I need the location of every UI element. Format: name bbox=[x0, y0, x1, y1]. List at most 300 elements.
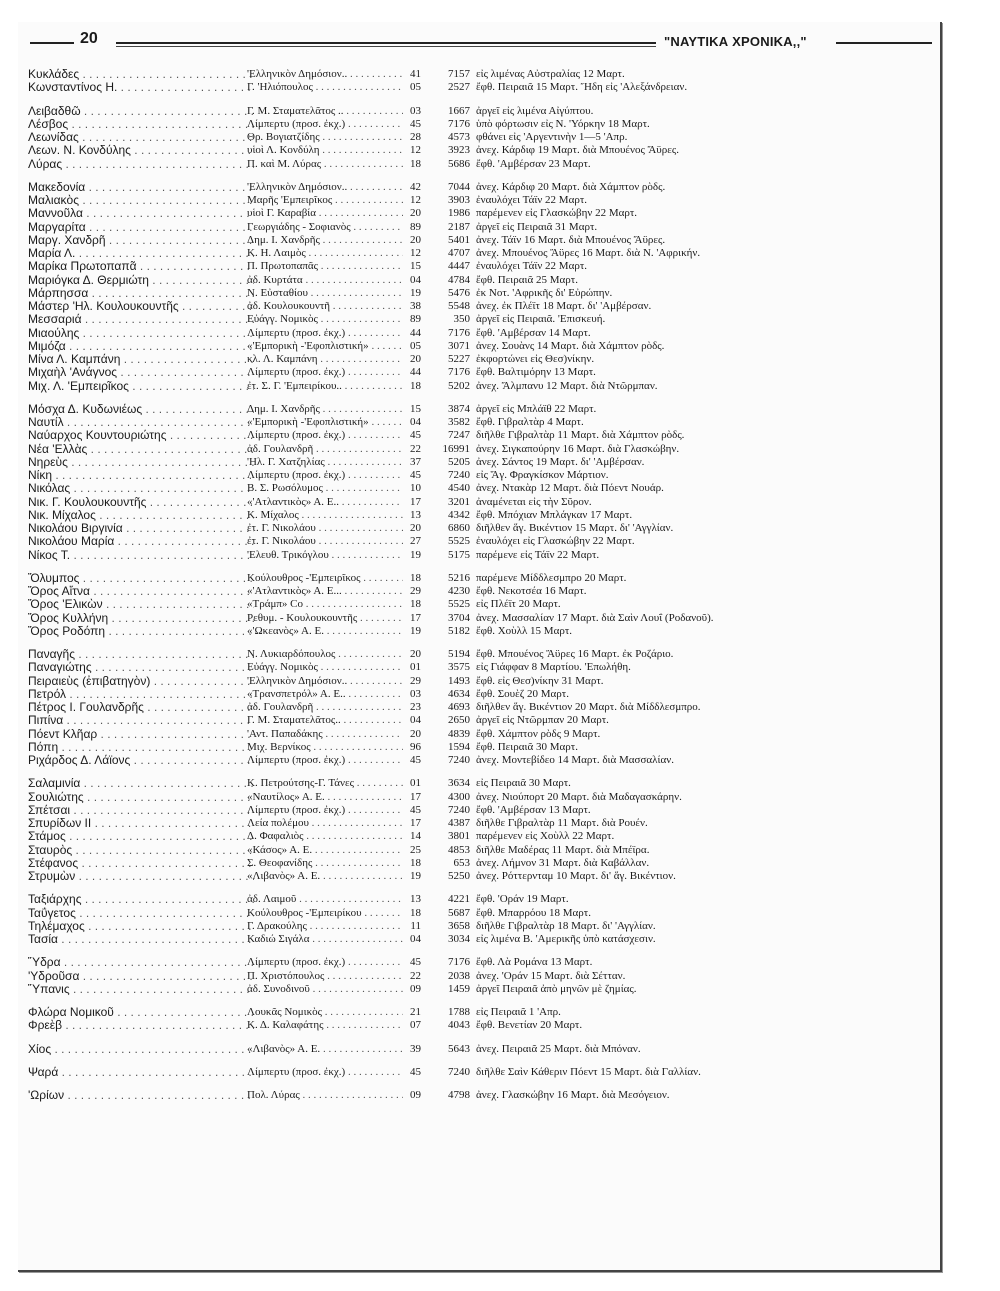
ship-class-code: 12 bbox=[410, 144, 421, 157]
ship-row bbox=[18, 300, 940, 313]
ship-location: διῆλθε Γιβραλτὰρ 11 Μαρτ. διὰ Χάμπτον ρὸδς. bbox=[476, 429, 685, 442]
ship-row bbox=[18, 741, 940, 754]
ship-tonnage: 7240 bbox=[448, 469, 470, 481]
ship-class-code: 13 bbox=[410, 508, 421, 521]
ship-location: ἀνεχ. Λήμνον 31 Μαρτ. διὰ Καβάλλαν. bbox=[476, 856, 650, 869]
ship-name: Νίκη . . . bbox=[28, 469, 254, 482]
ship-class-code: 41 bbox=[410, 68, 421, 80]
ship-class-code: 45 bbox=[410, 956, 421, 969]
ship-owner: κλ. Λ. Καμπάνη . . . bbox=[247, 353, 403, 366]
ship-class-code: 19 bbox=[410, 870, 421, 882]
ship-name: Ταξιάρχης . . . bbox=[28, 893, 254, 906]
ship-tonnage: 5227 bbox=[448, 353, 470, 365]
ship-row bbox=[18, 181, 940, 194]
ship-name: Πόεντ Κλῆαρ . . . bbox=[28, 728, 254, 741]
ship-name: Σαλαμινία . . . bbox=[28, 777, 254, 790]
ship-row bbox=[18, 380, 940, 393]
ship-name: Ὄρος Ροδόπη . . . bbox=[28, 625, 254, 638]
ship-owner: Λίμπερτυ (προσ. ἐκχ.) . . . bbox=[247, 366, 403, 379]
ship-name: Νικολάου Βιργινία . . . bbox=[28, 522, 254, 535]
ship-group bbox=[18, 1006, 940, 1033]
ship-row bbox=[18, 844, 940, 857]
ship-class-code: 45 bbox=[410, 1065, 421, 1078]
ship-class-code: 29 bbox=[410, 585, 421, 597]
ship-owner: Ν. Λυκιαρδόπουλος . . . bbox=[247, 648, 403, 661]
ship-location: ἔφθ. 'Αμβέρσαν 23 Μαρτ. bbox=[476, 157, 591, 170]
ship-class-code: 29 bbox=[410, 674, 421, 687]
ship-row bbox=[18, 274, 940, 287]
ship-location: ἀνεχ. Ἄλμπανυ 12 Μαρτ. διὰ Ντῶρμπαν. bbox=[476, 379, 658, 392]
ship-row bbox=[18, 535, 940, 548]
ship-name: Πειραιεὺς (ἐπιβατηγὸν) . . . bbox=[28, 675, 254, 688]
ship-owner: 'Ελληνικὸν Δημόσιον.. . . . bbox=[247, 181, 403, 194]
ship-row bbox=[18, 920, 940, 933]
ship-owner: ἐτ. Γ. Νικολάου . . . bbox=[247, 535, 403, 548]
ship-name: Τηλέμαχος . . . bbox=[28, 920, 254, 933]
ship-owner: Δημ. Ι. Χανδρῆς . . . bbox=[247, 234, 403, 247]
ship-tonnage: 5182 bbox=[448, 624, 470, 637]
ship-location: ἀνεχ. Μασσαλίαν 17 Μαρτ. διὰ Σαὶν Λουΐ (Ροδανοῦ). bbox=[476, 611, 714, 624]
ship-location: ὑπὸ φόρτωσιν εἰς Ν. 'Υόρκην 18 Μαρτ. bbox=[476, 117, 650, 130]
ship-row bbox=[18, 456, 940, 469]
ship-row bbox=[18, 443, 940, 456]
ship-name: Ὕδρα . . . bbox=[28, 956, 254, 969]
ship-row bbox=[18, 482, 940, 495]
ship-tonnage: 4573 bbox=[448, 131, 470, 143]
ship-group bbox=[18, 777, 940, 883]
ship-owner: «Λιβανὸς» Α. Ε. . . . bbox=[247, 870, 403, 883]
ship-location: διῆλθε Γιβραλτὰρ 18 Μαρτ. δι' 'Αγγλίαν. bbox=[476, 919, 656, 932]
ship-class-code: 09 bbox=[410, 1089, 421, 1101]
ship-tonnage: 5686 bbox=[448, 157, 470, 170]
ship-name: Σταυρὸς . . . bbox=[28, 844, 254, 857]
ship-group bbox=[18, 1089, 940, 1102]
ship-class-code: 20 bbox=[410, 353, 421, 365]
ship-tonnage: 4798 bbox=[448, 1089, 470, 1101]
ship-tonnage: 1986 bbox=[448, 207, 470, 220]
ship-tonnage: 7176 bbox=[448, 117, 470, 130]
ship-name: Λεωνίδας . . . bbox=[28, 131, 254, 144]
ship-location: ἀνεχ. Μοντεβίδεο 14 Μαρτ. διὰ Μασσαλίαν. bbox=[476, 754, 674, 766]
ship-location: ἔφθ. Πειραιᾶ 25 Μαρτ. bbox=[476, 273, 578, 286]
ship-name: Ταΰγετος . . . bbox=[28, 907, 254, 920]
ship-name: Ὄλυμπος . . . bbox=[28, 572, 254, 585]
ship-location: ἔφθ. Βενετίαν 20 Μαρτ. bbox=[476, 1019, 583, 1032]
ship-group bbox=[18, 105, 940, 171]
ship-owner: Κούλουθρος -'Εμπειρῖκος . . . bbox=[247, 572, 403, 585]
ship-tonnage: 3903 bbox=[448, 194, 470, 206]
ship-name: 'Ωρίων . . . bbox=[28, 1089, 254, 1102]
ship-row bbox=[18, 625, 940, 638]
ship-tonnage: 1594 bbox=[448, 740, 470, 753]
ship-name: Ναύαρχος Κουντουριώτης . . . bbox=[28, 429, 254, 442]
ship-tonnage: 3582 bbox=[448, 416, 470, 428]
ship-class-code: 18 bbox=[410, 856, 421, 869]
ship-owner: Λίμπερτυ (προσ. ἐκχ.) . . . bbox=[247, 327, 403, 340]
ship-class-code: 44 bbox=[410, 366, 421, 379]
ship-class-code: 25 bbox=[410, 843, 421, 856]
ship-name: Μάστερ 'Ηλ. Κουλουκουντῆς . . . bbox=[28, 300, 254, 313]
ship-owner: Κ. Μίχαλος . . . bbox=[247, 509, 403, 522]
ship-class-code: 20 bbox=[410, 522, 421, 534]
ship-tonnage: 7240 bbox=[448, 754, 470, 766]
ship-name: Νίκος Τ. . . . bbox=[28, 549, 254, 562]
ship-row bbox=[18, 469, 940, 482]
ship-location: ἔφθ. Πειραιᾶ 15 Μαρτ. Ἤδη εἰς 'Αλεξάνδρειαν. bbox=[476, 81, 688, 94]
ship-name: Νικολάου Μαρία . . . bbox=[28, 535, 254, 548]
ship-row bbox=[18, 970, 940, 983]
ship-row bbox=[18, 688, 940, 701]
ship-row bbox=[18, 496, 940, 509]
ship-class-code: 05 bbox=[410, 81, 421, 94]
ship-owner: 'Ελληνικὸν Δημόσιον.. . . . bbox=[247, 675, 403, 688]
ship-name: Μαργαρίτα . . . bbox=[28, 221, 254, 234]
ship-row bbox=[18, 857, 940, 870]
ship-class-code: 39 bbox=[410, 1042, 421, 1055]
ship-row bbox=[18, 661, 940, 674]
ship-location: ἀνεχ. ἐκ Πλέϊτ 18 Μαρτ. δι' 'Αμβέρσαν. bbox=[476, 300, 652, 312]
ship-owner: ἀδ. Συνοδινοῦ . . . bbox=[247, 983, 403, 996]
ship-name: Μίνα Λ. Καμπάνη . . . bbox=[28, 353, 254, 366]
ship-name: Ὄρος Κυλλήνη . . . bbox=[28, 612, 254, 625]
ship-class-code: 44 bbox=[410, 326, 421, 339]
ship-row bbox=[18, 353, 940, 366]
ship-tonnage: 16991 bbox=[442, 442, 470, 455]
ship-tonnage: 2650 bbox=[448, 714, 470, 727]
ship-owner: 'Ελληνικὸν Δημόσιον.. . . . bbox=[247, 68, 403, 81]
ship-class-code: 05 bbox=[410, 339, 421, 352]
ship-name: Μαργ. Χανδρῆ . . . bbox=[28, 234, 254, 247]
ship-owner: Κ. Η. Λαιμὸς . . . bbox=[247, 247, 403, 260]
ship-owner: Μαρῆς 'Εμπειρῖκος . . . bbox=[247, 194, 403, 207]
ship-tonnage: 7157 bbox=[448, 68, 470, 80]
ship-row bbox=[18, 118, 940, 131]
ship-owner: Μιχ. Βερνίκος . . . bbox=[247, 741, 403, 754]
ship-owner: Γεωργιάδης - Σοφιανὸς . . . bbox=[247, 221, 403, 234]
ship-row bbox=[18, 287, 940, 300]
ship-class-code: 18 bbox=[410, 157, 421, 170]
ship-row bbox=[18, 804, 940, 817]
ship-location: διῆλθε Γιβραλτὰρ 11 Μαρτ. διὰ Ρουέν. bbox=[476, 817, 648, 829]
ship-row bbox=[18, 194, 940, 207]
ship-class-code: 17 bbox=[410, 611, 421, 624]
ship-name: Μαρίκα Πρωτοπαπᾶ . . . bbox=[28, 260, 254, 273]
ship-location: ἔφθ. Λὰ Ρομάνα 13 Μαρτ. bbox=[476, 956, 593, 969]
ship-tonnage: 4784 bbox=[448, 273, 470, 286]
ship-name: Ναυτίλ . . . bbox=[28, 416, 254, 429]
ship-class-code: 20 bbox=[410, 233, 421, 246]
ship-tonnage: 5205 bbox=[448, 455, 470, 468]
ship-location: εἰς Ἅγ. Φραγκίσκον Μάρτιον. bbox=[476, 469, 609, 481]
ship-location: ἔφθ. 'Αμβέρσαν 14 Μαρτ. bbox=[476, 326, 591, 339]
ship-owner: «'Εμπορικὴ -'Εφοπλιστική» . . . bbox=[247, 416, 403, 429]
ship-location: ἐναυλόχει Τάϊν 22 Μαρτ. bbox=[476, 260, 588, 273]
ship-row bbox=[18, 612, 940, 625]
ship-owner: «'Ωκεανὸς» Α. Ε. . . . bbox=[247, 625, 403, 638]
ship-name: Μιχαὴλ 'Ανάγνος . . . bbox=[28, 366, 254, 379]
ship-name: Πόπη . . . bbox=[28, 741, 254, 754]
ship-location: εἰς Γιάφφαν 8 Μαρτίου. 'Επωλήθη. bbox=[476, 661, 631, 674]
ship-name: 'Υδροῦσα . . . bbox=[28, 970, 254, 983]
ship-location: ἔφθ. Μπόχιαν Μπλάγκαν 17 Μαρτ. bbox=[476, 508, 633, 521]
ship-tonnage: 5401 bbox=[448, 233, 470, 246]
ship-location: ἔφθ. Χάμπτον ρὸδς 9 Μαρτ. bbox=[476, 727, 601, 740]
ship-location: ἀνεχ. Μπουένος Ἄϋρες 16 Μαρτ. διὰ Ν. 'Αφρικήν. bbox=[476, 247, 701, 259]
ship-row bbox=[18, 260, 940, 273]
ship-owner: Β. Σ. Ρωσόλυμος . . . bbox=[247, 482, 403, 495]
ship-owner: Γ. 'Ηλιόπουλος . . . bbox=[247, 81, 403, 94]
ship-name: Νικ. Γ. Κουλουκουντῆς . . . bbox=[28, 496, 254, 509]
ship-row bbox=[18, 907, 940, 920]
header-rule-middle bbox=[116, 42, 656, 44]
ship-tonnage: 2038 bbox=[448, 969, 470, 982]
ship-class-code: 42 bbox=[410, 180, 421, 193]
ship-tonnage: 3575 bbox=[448, 661, 470, 674]
ship-row bbox=[18, 1089, 940, 1102]
ship-tonnage: 3201 bbox=[448, 495, 470, 508]
ship-class-code: 04 bbox=[410, 273, 421, 286]
ship-row bbox=[18, 327, 940, 340]
ship-class-code: 45 bbox=[410, 803, 421, 816]
ship-owner: Γ. Δρακούλης . . . bbox=[247, 920, 403, 933]
ship-tonnage: 1788 bbox=[448, 1006, 470, 1018]
ship-owner: «'Ατλαντικὸς» Α. Ε.. . . . bbox=[247, 496, 403, 509]
ship-class-code: 11 bbox=[410, 919, 421, 932]
ship-location: ἐκ Νοτ. 'Αφρικῆς δι' Εὐρώπην. bbox=[476, 286, 613, 299]
ship-owner: ἐτ. Γ. Νικολάου . . . bbox=[247, 522, 403, 535]
ship-group bbox=[18, 893, 940, 946]
ship-row bbox=[18, 648, 940, 661]
ship-location: ἀνεχ. Γλασκώβην 16 Μαρτ. διὰ Μεσόγειον. bbox=[476, 1089, 670, 1101]
ship-group bbox=[18, 1066, 940, 1079]
ship-name: Παναγιώτης . . . bbox=[28, 661, 254, 674]
ship-location: ἀνεχ. Σάντος 19 Μαρτ. δι' 'Αμβέρσαν. bbox=[476, 455, 645, 468]
ship-tonnage: 3874 bbox=[448, 402, 470, 415]
ship-tonnage: 4540 bbox=[448, 482, 470, 495]
ship-name: Μάρπησσα . . . bbox=[28, 287, 254, 300]
ship-name: Κωνσταντίνος Η. . . . bbox=[28, 81, 254, 94]
ship-row bbox=[18, 893, 940, 906]
ship-class-code: 20 bbox=[410, 727, 421, 740]
ship-name: Νέα 'Ελλὰς . . . bbox=[28, 443, 254, 456]
ship-class-code: 18 bbox=[410, 571, 421, 584]
ship-tonnage: 3658 bbox=[448, 919, 470, 932]
ship-class-code: 09 bbox=[410, 982, 421, 995]
ship-location: παρέμενε εἰς Τάϊν 22 Μαρτ. bbox=[476, 548, 600, 561]
ship-owner: Εὐάγγ. Νομικὸς . . . bbox=[247, 313, 403, 326]
ship-name: Πετρόλ . . . bbox=[28, 688, 254, 701]
ship-owner: «Ναυτίλος» Α. Ε. . . . bbox=[247, 791, 403, 804]
ship-tonnage: 4447 bbox=[448, 260, 470, 273]
ship-class-code: 17 bbox=[410, 790, 421, 803]
ship-name: Στέφανος . . . bbox=[28, 857, 254, 870]
ship-row bbox=[18, 1006, 940, 1019]
ship-location: ἀναμένεται εἰς τὴν Σῦρον. bbox=[476, 495, 592, 508]
ship-class-code: 18 bbox=[410, 598, 421, 611]
ship-owner: Λεία πολέμου . . . bbox=[247, 817, 403, 830]
ship-row bbox=[18, 158, 940, 171]
ship-owner: «'Ατλαντικὸς» Α. Ε... . . . bbox=[247, 585, 403, 598]
ship-row bbox=[18, 830, 940, 843]
ship-location: ἔφθ. Μπουένος Ἄϋρες 16 Μαρτ. ἐκ Ροζάριο. bbox=[476, 648, 674, 660]
ship-name: Νικόλας . . . bbox=[28, 482, 254, 495]
header-rule-right bbox=[836, 42, 932, 44]
ship-tonnage: 3071 bbox=[448, 339, 470, 352]
ship-name: Τασία . . . bbox=[28, 933, 254, 946]
ship-location: διῆλθεν ἅγ. Βικέντιον 15 Μαρτ. δι' 'Αγγλίαν. bbox=[476, 522, 674, 534]
ship-name: Μαρία Λ. . . . bbox=[28, 247, 254, 260]
journal-title: "ΝΑΥΤΙΚΑ ΧΡΟΝΙΚΑ,," bbox=[664, 34, 807, 49]
ship-row bbox=[18, 714, 940, 727]
ship-location: εἰς λιμένα Β. 'Αμερικῆς ὑπὸ κατάσχεσιν. bbox=[476, 933, 656, 945]
ship-class-code: 04 bbox=[410, 933, 421, 945]
ship-name: Ὕπανις . . . bbox=[28, 983, 254, 996]
ship-class-code: 23 bbox=[410, 701, 421, 713]
ship-name: Νικ. Μίχαλος . . . bbox=[28, 509, 254, 522]
ship-location: ἀργεῖ Πειραιᾶ ἀπὸ μηνῶν μὲ ζημίας. bbox=[476, 982, 637, 995]
ship-name: Σουλιώτης . . . bbox=[28, 791, 254, 804]
ship-row bbox=[18, 933, 940, 946]
page-number: 20 bbox=[80, 30, 98, 47]
ship-owner: ἀδ. Κυρτάτα . . . bbox=[247, 274, 403, 287]
ship-owner: 'Αντ. Παπαδάκης . . . bbox=[247, 728, 403, 741]
ship-name: Σπυρίδων ΙΙ . . . bbox=[28, 817, 254, 830]
ship-class-code: 21 bbox=[410, 1006, 421, 1018]
ship-row bbox=[18, 1043, 940, 1056]
ship-name: Νηρεὺς . . . bbox=[28, 456, 254, 469]
ship-class-code: 18 bbox=[410, 379, 421, 392]
ship-owner: Λίμπερτυ (προσ. ἐκχ.) . . . bbox=[247, 469, 403, 482]
ship-group bbox=[18, 956, 940, 996]
ship-location: ἀνεχ. Τάϊν 16 Μαρτ. διὰ Μπουένος Ἄϋρες. bbox=[476, 233, 666, 246]
ship-name: Μαλιακὸς . . . bbox=[28, 194, 254, 207]
ship-row bbox=[18, 728, 940, 741]
ship-class-code: 07 bbox=[410, 1019, 421, 1032]
ship-group bbox=[18, 181, 940, 393]
ship-class-code: 18 bbox=[410, 906, 421, 919]
ship-owner: Καδιώ Σιγάλα . . . bbox=[247, 933, 403, 946]
ship-location: ἀνεχ. 'Οράν 15 Μαρτ. διὰ Σέτταν. bbox=[476, 969, 626, 982]
ship-location: ἀνεχ. Σουὰνς 14 Μαρτ. διὰ Χάμπτον ρὸδς. bbox=[476, 339, 665, 352]
ship-tonnage: 1459 bbox=[448, 982, 470, 995]
ship-row bbox=[18, 429, 940, 442]
ship-tonnage: 350 bbox=[453, 313, 470, 326]
ship-class-code: 12 bbox=[410, 247, 421, 259]
ship-location: ἐναυλόχει Τάϊν 22 Μαρτ. bbox=[476, 194, 588, 206]
ship-owner: Πολ. Λύρας . . . bbox=[247, 1089, 403, 1102]
ship-tonnage: 4387 bbox=[448, 817, 470, 829]
ship-class-code: 04 bbox=[410, 416, 421, 428]
ship-name: Στάμος . . . bbox=[28, 830, 254, 843]
ship-tonnage: 4634 bbox=[448, 687, 470, 700]
ship-row bbox=[18, 1019, 940, 1032]
ship-location: ἀργεῖ εἰς Πειραιᾶ 31 Μαρτ. bbox=[476, 220, 598, 233]
ship-tonnage: 4043 bbox=[448, 1019, 470, 1032]
ship-name: Ριχάρδος Δ. Λάϊονς . . . bbox=[28, 754, 254, 767]
ship-tonnage: 4230 bbox=[448, 585, 470, 597]
ship-location: ἔφθ. Μπαρρόου 18 Μαρτ. bbox=[476, 906, 591, 919]
ship-row bbox=[18, 777, 940, 790]
ship-class-code: 38 bbox=[410, 300, 421, 312]
ship-location: ἀνεχ. Κάρδιφ 20 Μαρτ. διὰ Χάμπτον ρὸδς. bbox=[476, 180, 666, 193]
ship-name: Πέτρος Ι. Γουλανδρῆς . . . bbox=[28, 701, 254, 714]
ship-tonnage: 5194 bbox=[448, 648, 470, 660]
ship-location: ἀνεχ. Νιούπορτ 20 Μαρτ. διὰ Μαδαγασκάρην. bbox=[476, 790, 682, 803]
ship-class-code: 10 bbox=[410, 482, 421, 495]
ship-owner: υἱοὶ Γ. Καραβία . . . bbox=[247, 207, 403, 220]
ship-group bbox=[18, 68, 940, 95]
ship-class-code: 14 bbox=[410, 830, 421, 843]
ship-owner: Λουκᾶς Νομικὸς . . . bbox=[247, 1006, 403, 1019]
ship-owner: Γ. Μ. Σταματελᾶτος .. . . . bbox=[247, 105, 403, 118]
ship-class-code: 96 bbox=[410, 740, 421, 753]
ship-tonnage: 2527 bbox=[448, 81, 470, 94]
ship-name: Κυκλάδες . . . bbox=[28, 68, 254, 81]
ship-location: ἀνεχ. Ρόττερνταμ 10 Μαρτ. δι' ἅγ. Βικέντιον. bbox=[476, 870, 676, 882]
ship-row bbox=[18, 675, 940, 688]
ship-tonnage: 4342 bbox=[448, 508, 470, 521]
ship-owner: Λίμπερτυ (προσ. ἐκχ.) . . . bbox=[247, 754, 403, 767]
ship-location: ἔφθ. Βαλτιμόρην 13 Μαρτ. bbox=[476, 366, 596, 379]
page-header bbox=[18, 22, 940, 62]
ship-tonnage: 4300 bbox=[448, 790, 470, 803]
ship-tonnage: 5216 bbox=[448, 571, 470, 584]
ship-tonnage: 1667 bbox=[448, 104, 470, 117]
ship-owner: ἀδ. Γουλανδρῆ . . . bbox=[247, 701, 403, 714]
ship-row bbox=[18, 549, 940, 562]
ship-class-code: 22 bbox=[410, 969, 421, 982]
ship-row bbox=[18, 416, 940, 429]
ship-class-code: 03 bbox=[410, 687, 421, 700]
ship-row bbox=[18, 366, 940, 379]
ship-name: Φλώρα Νομικοῦ . . . bbox=[28, 1006, 254, 1019]
ship-name: Σπέτσαι . . . bbox=[28, 804, 254, 817]
ship-name: Μαννοῦλα . . . bbox=[28, 207, 254, 220]
ship-location: ἔφθ. 'Οράν 19 Μαρτ. bbox=[476, 893, 569, 906]
ship-name: Παναγῆς . . . bbox=[28, 648, 254, 661]
ship-location: ἀνεχ. Ντακὰρ 12 Μαρτ. διὰ Πόεντ Νουάρ. bbox=[476, 482, 664, 495]
ship-location: εἰς λιμένας Αὐστραλίας 12 Μαρτ. bbox=[476, 68, 625, 80]
ship-tonnage: 7247 bbox=[448, 429, 470, 442]
ship-tonnage: 7176 bbox=[448, 366, 470, 379]
ship-tonnage: 5525 bbox=[448, 598, 470, 611]
ship-location: ἀνεχ. Σιγκαπούρην 16 Μαρτ. διὰ Γλασκώβην. bbox=[476, 442, 680, 455]
ship-owner: Κούλουθρος -'Εμπειρίκου . . . bbox=[247, 907, 403, 920]
ship-row bbox=[18, 221, 940, 234]
ship-location: παρέμενεν εἰς Χοὺλλ 22 Μαρτ. bbox=[476, 830, 615, 843]
ship-tonnage: 5202 bbox=[448, 379, 470, 392]
ship-owner: Λίμπερτυ (προσ. ἐκχ.) . . . bbox=[247, 118, 403, 131]
ship-class-code: 03 bbox=[410, 104, 421, 117]
ship-row bbox=[18, 522, 940, 535]
ship-class-code: 45 bbox=[410, 754, 421, 766]
ship-class-code: 01 bbox=[410, 661, 421, 674]
ship-listing bbox=[18, 68, 940, 1112]
ship-tonnage: 4693 bbox=[448, 701, 470, 713]
ship-row bbox=[18, 817, 940, 830]
ship-row bbox=[18, 68, 940, 81]
ship-owner: υἱοὶ Λ. Κονδύλη . . . bbox=[247, 144, 403, 157]
ship-owner: Ρεθυμ. - Κουλουκουντῆς . . . bbox=[247, 612, 403, 625]
ship-tonnage: 7240 bbox=[448, 803, 470, 816]
ship-name: Μεσσαριά . . . bbox=[28, 313, 254, 326]
ship-owner: Λίμπερτυ (προσ. ἐκχ.) . . . bbox=[247, 956, 403, 969]
ship-location: ἔφθ. Πειραιᾶ 30 Μαρτ. bbox=[476, 740, 578, 753]
ship-tonnage: 3034 bbox=[448, 933, 470, 945]
ship-owner: «Λιβανὸς» Α. Ε. . . . bbox=[247, 1043, 403, 1056]
ship-tonnage: 4853 bbox=[448, 843, 470, 856]
ship-location: ἀνεχ. Πειραιᾶ 25 Μαρτ. διὰ Μπόναν. bbox=[476, 1042, 641, 1055]
